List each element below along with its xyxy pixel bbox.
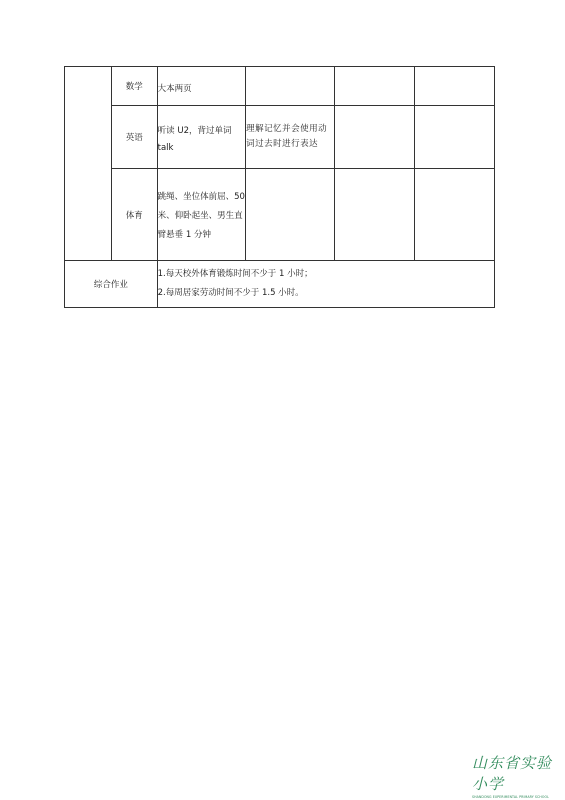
empty-cell bbox=[334, 169, 414, 261]
subject-cell: 体育 bbox=[111, 169, 157, 261]
comprehensive-content bbox=[157, 261, 494, 308]
subject-cell: 数学 bbox=[111, 67, 157, 106]
empty-cell bbox=[414, 169, 494, 261]
empty-cell bbox=[334, 106, 414, 169]
comprehensive-item: 2.每周居家劳动时间不少于 1.5 小时。 bbox=[157, 288, 304, 298]
table-row bbox=[65, 169, 495, 261]
empty-cell bbox=[414, 67, 494, 106]
comprehensive-label: 综合作业 bbox=[65, 261, 158, 308]
goal-cell bbox=[246, 169, 334, 261]
table-row bbox=[65, 106, 495, 169]
content-cell: 大本两页 bbox=[157, 67, 245, 106]
content-cell: 听读 U2，背过单词 talk bbox=[157, 106, 245, 169]
empty-cell bbox=[334, 67, 414, 106]
comprehensive-item: 1.每天校外体育锻炼时间不少于 1 小时； bbox=[157, 269, 313, 279]
table-row bbox=[65, 261, 495, 308]
content-cell: 跳绳、坐位体前屈、50 米、仰卧起坐、男生直臂悬垂 1 分钟 bbox=[157, 169, 245, 261]
homework-table bbox=[64, 66, 495, 308]
school-logo-name: 山东省实验小学 bbox=[472, 754, 553, 793]
goal-cell bbox=[246, 67, 334, 106]
subject-cell: 英语 bbox=[111, 106, 157, 169]
school-logo-subtitle: SHANDONG EXPERIMENTAL PRIMARY SCHOOL bbox=[472, 795, 549, 799]
empty-cell bbox=[414, 106, 494, 169]
school-logo bbox=[472, 752, 562, 799]
table-row bbox=[65, 67, 495, 106]
goal-cell: 理解记忆并会使用动词过去时进行表达 bbox=[246, 106, 334, 169]
grade-cell bbox=[65, 67, 112, 261]
